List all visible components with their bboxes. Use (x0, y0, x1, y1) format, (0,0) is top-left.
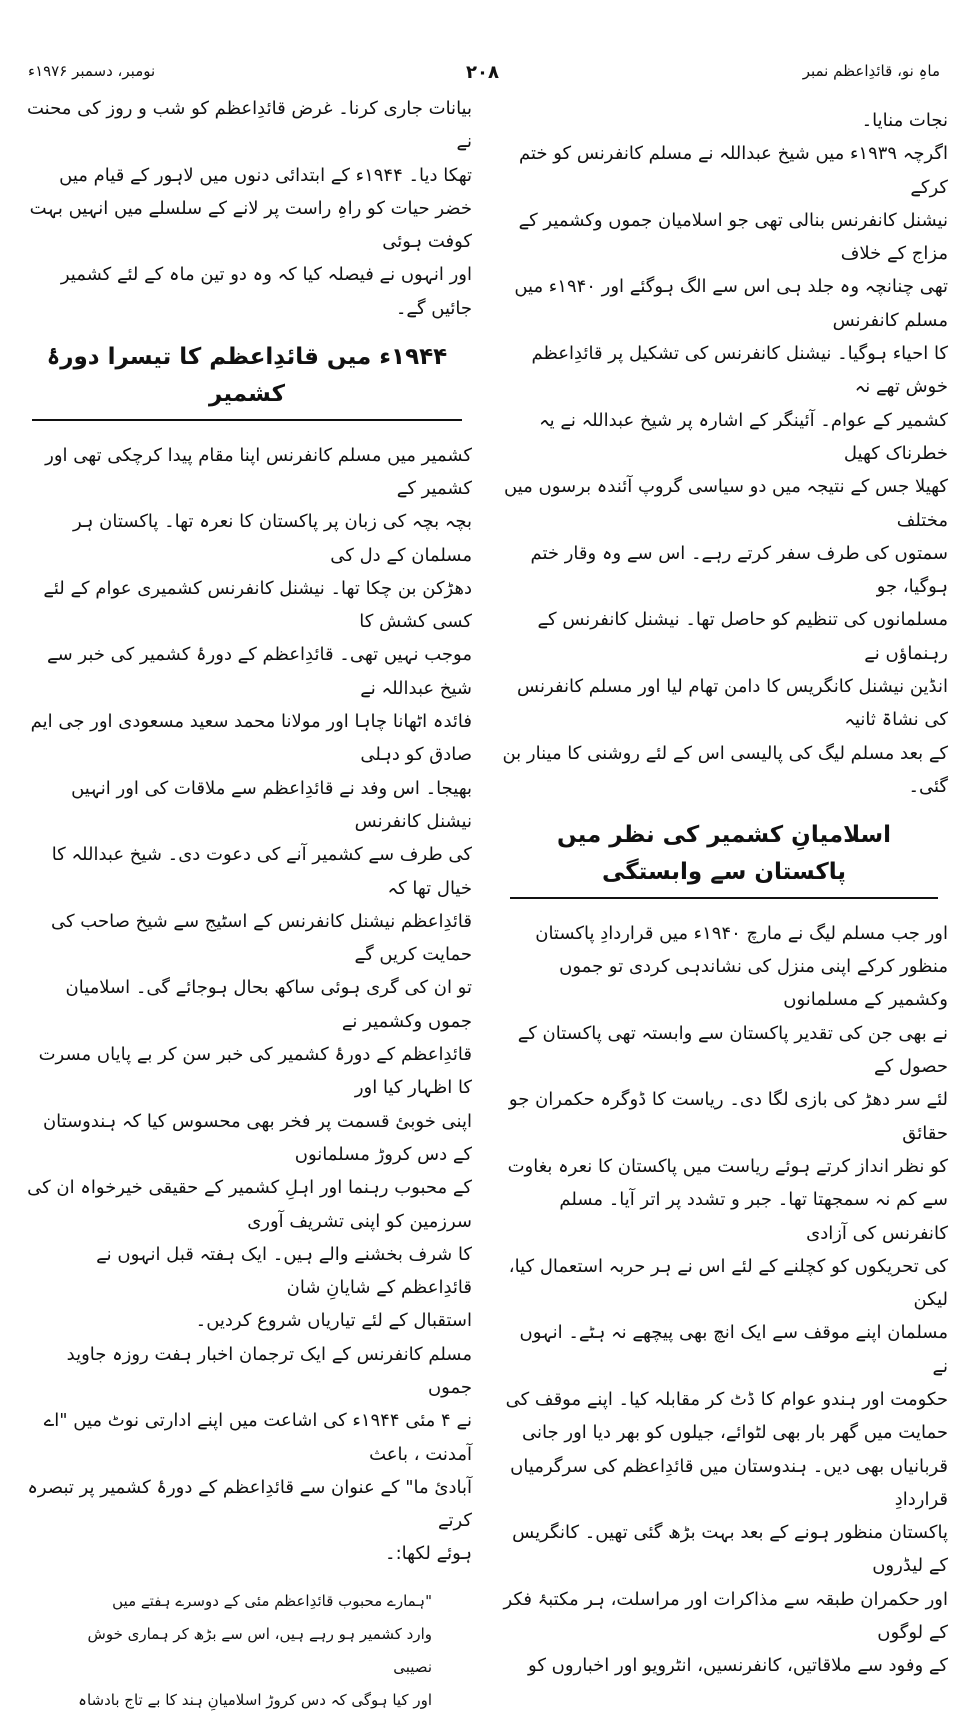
right-column (500, 104, 948, 1683)
text-line: کے بعد مسلم لیگ کی پالیسی اس کے لئے روشنی کا مینار بن گئی۔ (502, 742, 948, 797)
text-line: کے وفود سے ملاقاتیں، کانفرنسیں، انٹرویو اور اخباروں کو (528, 1655, 948, 1677)
text-line: اگرچہ ۱۹۳۹ء میں شیخ عبداللہ نے مسلم کانفرنس کو ختم کرکے (519, 143, 948, 198)
left-column-paragraph-1 (22, 92, 472, 325)
text-line: نجات منایا۔ (861, 110, 948, 131)
text-line: اور انہوں نے فیصلہ کیا کہ وہ دو تین ماہ کے لئے کشمیر جائیں گے۔ (60, 264, 472, 319)
text-line: تھکا دیا۔ ۱۹۴۴ء کے ابتدائی دنوں میں لاہور کے قیام میں (59, 164, 472, 186)
text-line: فائدہ اٹھانا چاہا اور مولانا محمد سعید مسعودی اور جی ایم صادق کو دہلی (30, 711, 472, 766)
text-line: آبادیٔ ما" کے عنوان سے قائدِاعظم کے دورۂ کشمیر پر تبصرہ کرتے (27, 1476, 472, 1532)
text-line: کشمیر میں مسلم کانفرنس اپنا مقام پیدا کرچکی تھی اور کشمیر کے (45, 444, 472, 499)
text-line: منظور کرکے اپنی منزل کی نشاندہی کردی تو جموں وکشمیر کے مسلمانوں (559, 956, 948, 1011)
text-line: اپنی خوبیٔ قسمت پر فخر بھی محسوس کیا کہ ہندوستان کے دس کروڑ مسلمانوں (42, 1110, 472, 1165)
text-line: کا احیاء ہوگیا۔ نیشنل کانفرنس کی تشکیل پر قائدِاعظم خوش تھے نہ (531, 343, 948, 398)
text-line: مسلمانوں کی تنظیم کو حاصل تھا۔ نیشنل کانفرنس کے رہنماؤں نے (537, 609, 948, 664)
left-column-paragraph-3 (22, 1338, 472, 1571)
text-line: اور جب مسلم لیگ نے مارچ ۱۹۴۰ء میں قراردادِ پاکستان (535, 922, 948, 944)
left-column (22, 92, 472, 1717)
text-line: کے محبوب رہنما اور اہلِ کشمیر کے حقیقی خیرخواہ ان کی سرزمین کو اپنی تشریف آوری (27, 1177, 472, 1232)
text-line: پاکستان منظور ہونے کے بعد بہت بڑھ گئی تھیں۔ کانگریس کے لیڈروں (512, 1522, 948, 1577)
text-line: تو ان کی گری ہوئی ساکھ بحال ہوجائے گی۔ اسلامیان جموں وکشمیر نے (65, 977, 472, 1032)
text-line: قربانیاں بھی دیں۔ ہندوستان میں قائدِاعظم کی سرگرمیاں قراردادِ (510, 1455, 948, 1510)
text-line: مسلمان اپنے موقف سے ایک انچ بھی پیچھے نہ ہٹے۔ انہوں نے (519, 1322, 948, 1377)
text-line: کی تحریکوں کو کچلنے کے لئے اس نے ہر حربہ استعمال کیا، لیکن (508, 1255, 948, 1311)
text-line: سے کم نہ سمجھتا تھا۔ جبر و تشدد پر اتر آیا۔ مسلم کانفرنس کی آزادی (559, 1189, 948, 1244)
text-line: وارد کشمیر ہو رہے ہیں، اس سے بڑھ کر ہماری خوش نصیبی (87, 1624, 432, 1676)
text-line: لئے سر دھڑ کی بازی لگا دی۔ ریاست کا ڈوگرہ حکمران جو حقائق (508, 1089, 948, 1144)
text-line: مسلم کانفرنس کے ایک ترجمان اخبار ہفت روزہ جاوید جموں (66, 1343, 472, 1398)
text-line: سمتوں کی طرف سفر کرتے رہے۔ اس سے وہ وقار ختم ہوگیا، جو (530, 542, 948, 598)
text-line: کو نظر انداز کرتے ہوئے ریاست میں پاکستان کا نعرہ بغاوت (507, 1155, 948, 1177)
text-line: تھی چنانچہ وہ جلد ہی اس سے الگ ہوگئے اور ۱۹۴۰ء میں مسلم کانفرنس (514, 276, 948, 331)
text-line: قائدِاعظم نیشنل کانفرنس کے اسٹیج سے شیخ صاحب کی حمایت کریں گے (50, 910, 472, 966)
text-line: ہوئے لکھا:۔ (385, 1543, 472, 1565)
text-line: انڈین نیشنل کانگریس کا دامن تھام لیا اور مسلم کانفرنس کی نشاۃ ثانیہ (517, 676, 948, 731)
running-header-title: ماہِ نو، قائدِاعظم نمبر (802, 62, 940, 80)
text-line: کی طرف سے کشمیر آنے کی دعوت دی۔ شیخ عبداللہ کا خیال تھا کہ (51, 844, 472, 899)
text-line: دھڑکن بن چکا تھا۔ نیشنل کانفرنس کشمیری عوام کے لئے کسی کشش کا (43, 577, 472, 633)
text-line: بھیجا۔ اس وفد نے قائدِاعظم سے ملاقات کی اور انہیں نیشنل کانفرنس (71, 777, 472, 832)
page-number: ۲۰۸ (466, 62, 499, 83)
text-line: "ہمارے محبوب قائدِاعظم مئی کے دوسرے ہفتے میں (112, 1591, 432, 1610)
left-column-section-heading: ۱۹۴۴ء میں قائدِاعظم کا تیسرا دورۂ کشمیر (32, 339, 462, 421)
text-line: استقبال کے لئے تیاریاں شروع کردیں۔ (195, 1310, 472, 1332)
text-line: اور کیا ہوگی کہ دس کروڑ اسلامیانِ ہند کا بے تاج بادشاہ (78, 1690, 432, 1709)
right-column-paragraph-1 (500, 104, 948, 803)
text-line: خضر حیات کو راہِ راست پر لانے کے سلسلے میں انہیں بہت کوفت ہوئی (29, 197, 472, 253)
text-line: موجب نہیں تھی۔ قائدِاعظم کے دورۂ کشمیر کی خبر سے شیخ عبداللہ نے (47, 644, 472, 699)
text-line: قائدِاعظم کے دورۂ کشمیر کی خبر سن کر بے پایاں مسرت کا اظہار کیا اور (38, 1044, 472, 1099)
text-line: کشمیر کے عوام۔ آئینگر کے اشارہ پر شیخ عبداللہ نے یہ خطرناک کھیل (539, 409, 948, 464)
text-line: حمایت میں گھر بار بھی لٹوائے، جیلوں کو بھر دیا اور جانی (522, 1422, 948, 1444)
text-line: نے ۴ مئی ۱۹۴۴ء کی اشاعت میں اپنے ادارتی نوٹ میں "اے آمدنت ، باعث (43, 1410, 472, 1465)
right-column-section-heading: اسلامیانِ کشمیر کی نظر میں پاکستان سے وابستگی (510, 817, 938, 899)
text-line: نیشنل کانفرنس بنالی تھی جو اسلامیان جموں وکشمیر کے مزاج کے خلاف (518, 209, 948, 265)
text-line: نے بھی جن کی تقدیر پاکستان سے وابستہ تھی پاکستان کے حصول کے (517, 1022, 948, 1078)
text-line: کا شرف بخشنے والے ہیں۔ ایک ہفتہ قبل انہوں نے قائدِاعظم کے شایانِ شان (96, 1243, 472, 1299)
text-line: اور حکمران طبقہ سے مذاکرات اور مراسلت، ہر مکتبۂ فکر کے لوگوں (503, 1588, 948, 1644)
text-line: بچہ بچہ کی زبان پر پاکستان کا نعرہ تھا۔ پاکستان ہر مسلمان کے دل کی (72, 511, 472, 566)
right-column-paragraph-2 (500, 917, 948, 1683)
text-line: بیانات جاری کرنا۔ غرض قائدِاعظم کو شب و روز کی محنت نے (27, 98, 472, 153)
block-quote (22, 1585, 472, 1717)
left-column-paragraph-2 (22, 439, 472, 1338)
running-header-date: نومبر، دسمبر ۱۹۷۶ء (28, 62, 156, 80)
text-line: کھیلا جس کے نتیجہ میں دو سیاسی گروپ آئندہ برسوں میں مختلف (504, 476, 948, 531)
text-line: حکومت اور ہندو عوام کا ڈٹ کر مقابلہ کیا۔ اپنے موقف کی (505, 1388, 948, 1410)
